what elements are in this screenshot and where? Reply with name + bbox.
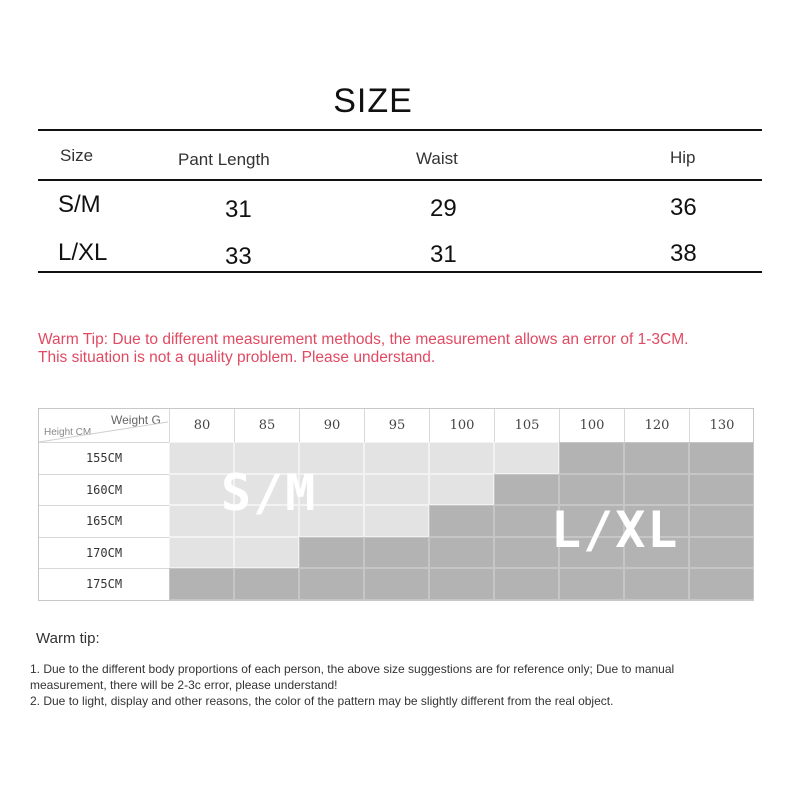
weight-header: 100 xyxy=(429,409,494,442)
grid-cell-lxl xyxy=(429,505,494,537)
weight-header: 85 xyxy=(234,409,299,442)
grid-cell-lxl xyxy=(559,442,624,474)
header-hip: Hip xyxy=(670,148,696,167)
corner-diagonal xyxy=(39,409,169,443)
grid-cell-lxl xyxy=(234,568,299,600)
grid-cell-sm xyxy=(364,474,429,506)
row-lxl-hip: 38 xyxy=(670,240,697,267)
grid-cell-lxl xyxy=(169,568,234,600)
grid-cell-sm xyxy=(364,505,429,537)
weight-header: 130 xyxy=(689,409,754,442)
grid-cell-lxl xyxy=(624,442,689,474)
warm-tip-title: Warm tip: xyxy=(36,630,100,647)
corner-height-label: Height CM xyxy=(44,427,92,438)
grid-cell-lxl xyxy=(494,505,559,537)
warm-tip-red-line-1: Warm Tip: Due to different measurement methods, the measurement allows an error of 1-3CM. xyxy=(38,331,689,348)
row-lxl-waist: 31 xyxy=(430,241,457,268)
grid-cell-sm xyxy=(169,537,234,569)
corner-weight-label: Weight G xyxy=(111,413,161,427)
grid-cell-lxl xyxy=(689,442,754,474)
grid-cell-lxl xyxy=(364,537,429,569)
header-pant-length: Pant Length xyxy=(178,150,270,169)
weight-header: 120 xyxy=(624,409,689,442)
grid-cell-lxl xyxy=(494,568,559,600)
grid-cell-lxl xyxy=(689,474,754,506)
grid-cell-lxl xyxy=(494,537,559,569)
grid-cell-sm xyxy=(429,474,494,506)
weight-header: 80 xyxy=(169,409,234,442)
grid-cell-lxl xyxy=(689,537,754,569)
grid-cell-lxl xyxy=(494,474,559,506)
grid-cell-lxl xyxy=(299,537,364,569)
table-bottom-rule xyxy=(38,271,762,273)
weight-header: 95 xyxy=(364,409,429,442)
warm-tip-red-line-2: This situation is not a quality problem. Please understand. xyxy=(38,349,436,366)
row-lxl-size: L/XL xyxy=(58,239,108,266)
row-sm-hip: 36 xyxy=(670,194,697,221)
row-sm-pant-length: 31 xyxy=(225,196,252,223)
header-waist: Waist xyxy=(416,149,458,168)
grid-cell-sm xyxy=(364,442,429,474)
weight-header: 100 xyxy=(559,409,624,442)
warm-tip-line-1: 1. Due to the different body proportions of each person, the above size suggestions are for reference only; Due to manual xyxy=(30,662,675,676)
header-size: Size xyxy=(60,146,94,165)
grid-cell-lxl xyxy=(689,568,754,600)
row-sm-waist: 29 xyxy=(430,195,457,222)
page-title: SIZE xyxy=(333,82,413,120)
row-sm-size: S/M xyxy=(58,191,101,218)
warm-tip-line-2: measurement, there will be 2-3c error, please understand! xyxy=(30,678,338,692)
grid-cell-lxl xyxy=(689,505,754,537)
grid-cell-lxl xyxy=(624,568,689,600)
grid-cell-lxl xyxy=(559,568,624,600)
height-header: 165CM xyxy=(39,505,169,537)
row-lxl-pant-length: 33 xyxy=(225,243,252,270)
weight-height-grid xyxy=(38,408,754,601)
grid-cell-lxl xyxy=(364,568,429,600)
height-header: 175CM xyxy=(39,568,169,600)
sm-region-label: S/M xyxy=(221,464,318,522)
height-header: 170CM xyxy=(39,537,169,569)
height-header: 155CM xyxy=(39,442,169,474)
weight-header: 90 xyxy=(299,409,364,442)
grid-cell-lxl xyxy=(429,537,494,569)
grid-cell-lxl xyxy=(429,568,494,600)
table-top-rule xyxy=(38,129,762,131)
lxl-region-label: L/XL xyxy=(551,501,680,559)
table-header-rule xyxy=(38,179,762,181)
weight-header: 105 xyxy=(494,409,559,442)
grid-cell-sm xyxy=(429,442,494,474)
grid-cell-sm xyxy=(234,537,299,569)
height-header: 160CM xyxy=(39,474,169,506)
warm-tip-line-3: 2. Due to light, display and other reasons, the color of the pattern may be slightly different from the real object. xyxy=(30,694,614,708)
grid-cell-sm xyxy=(494,442,559,474)
grid-cell-lxl xyxy=(299,568,364,600)
